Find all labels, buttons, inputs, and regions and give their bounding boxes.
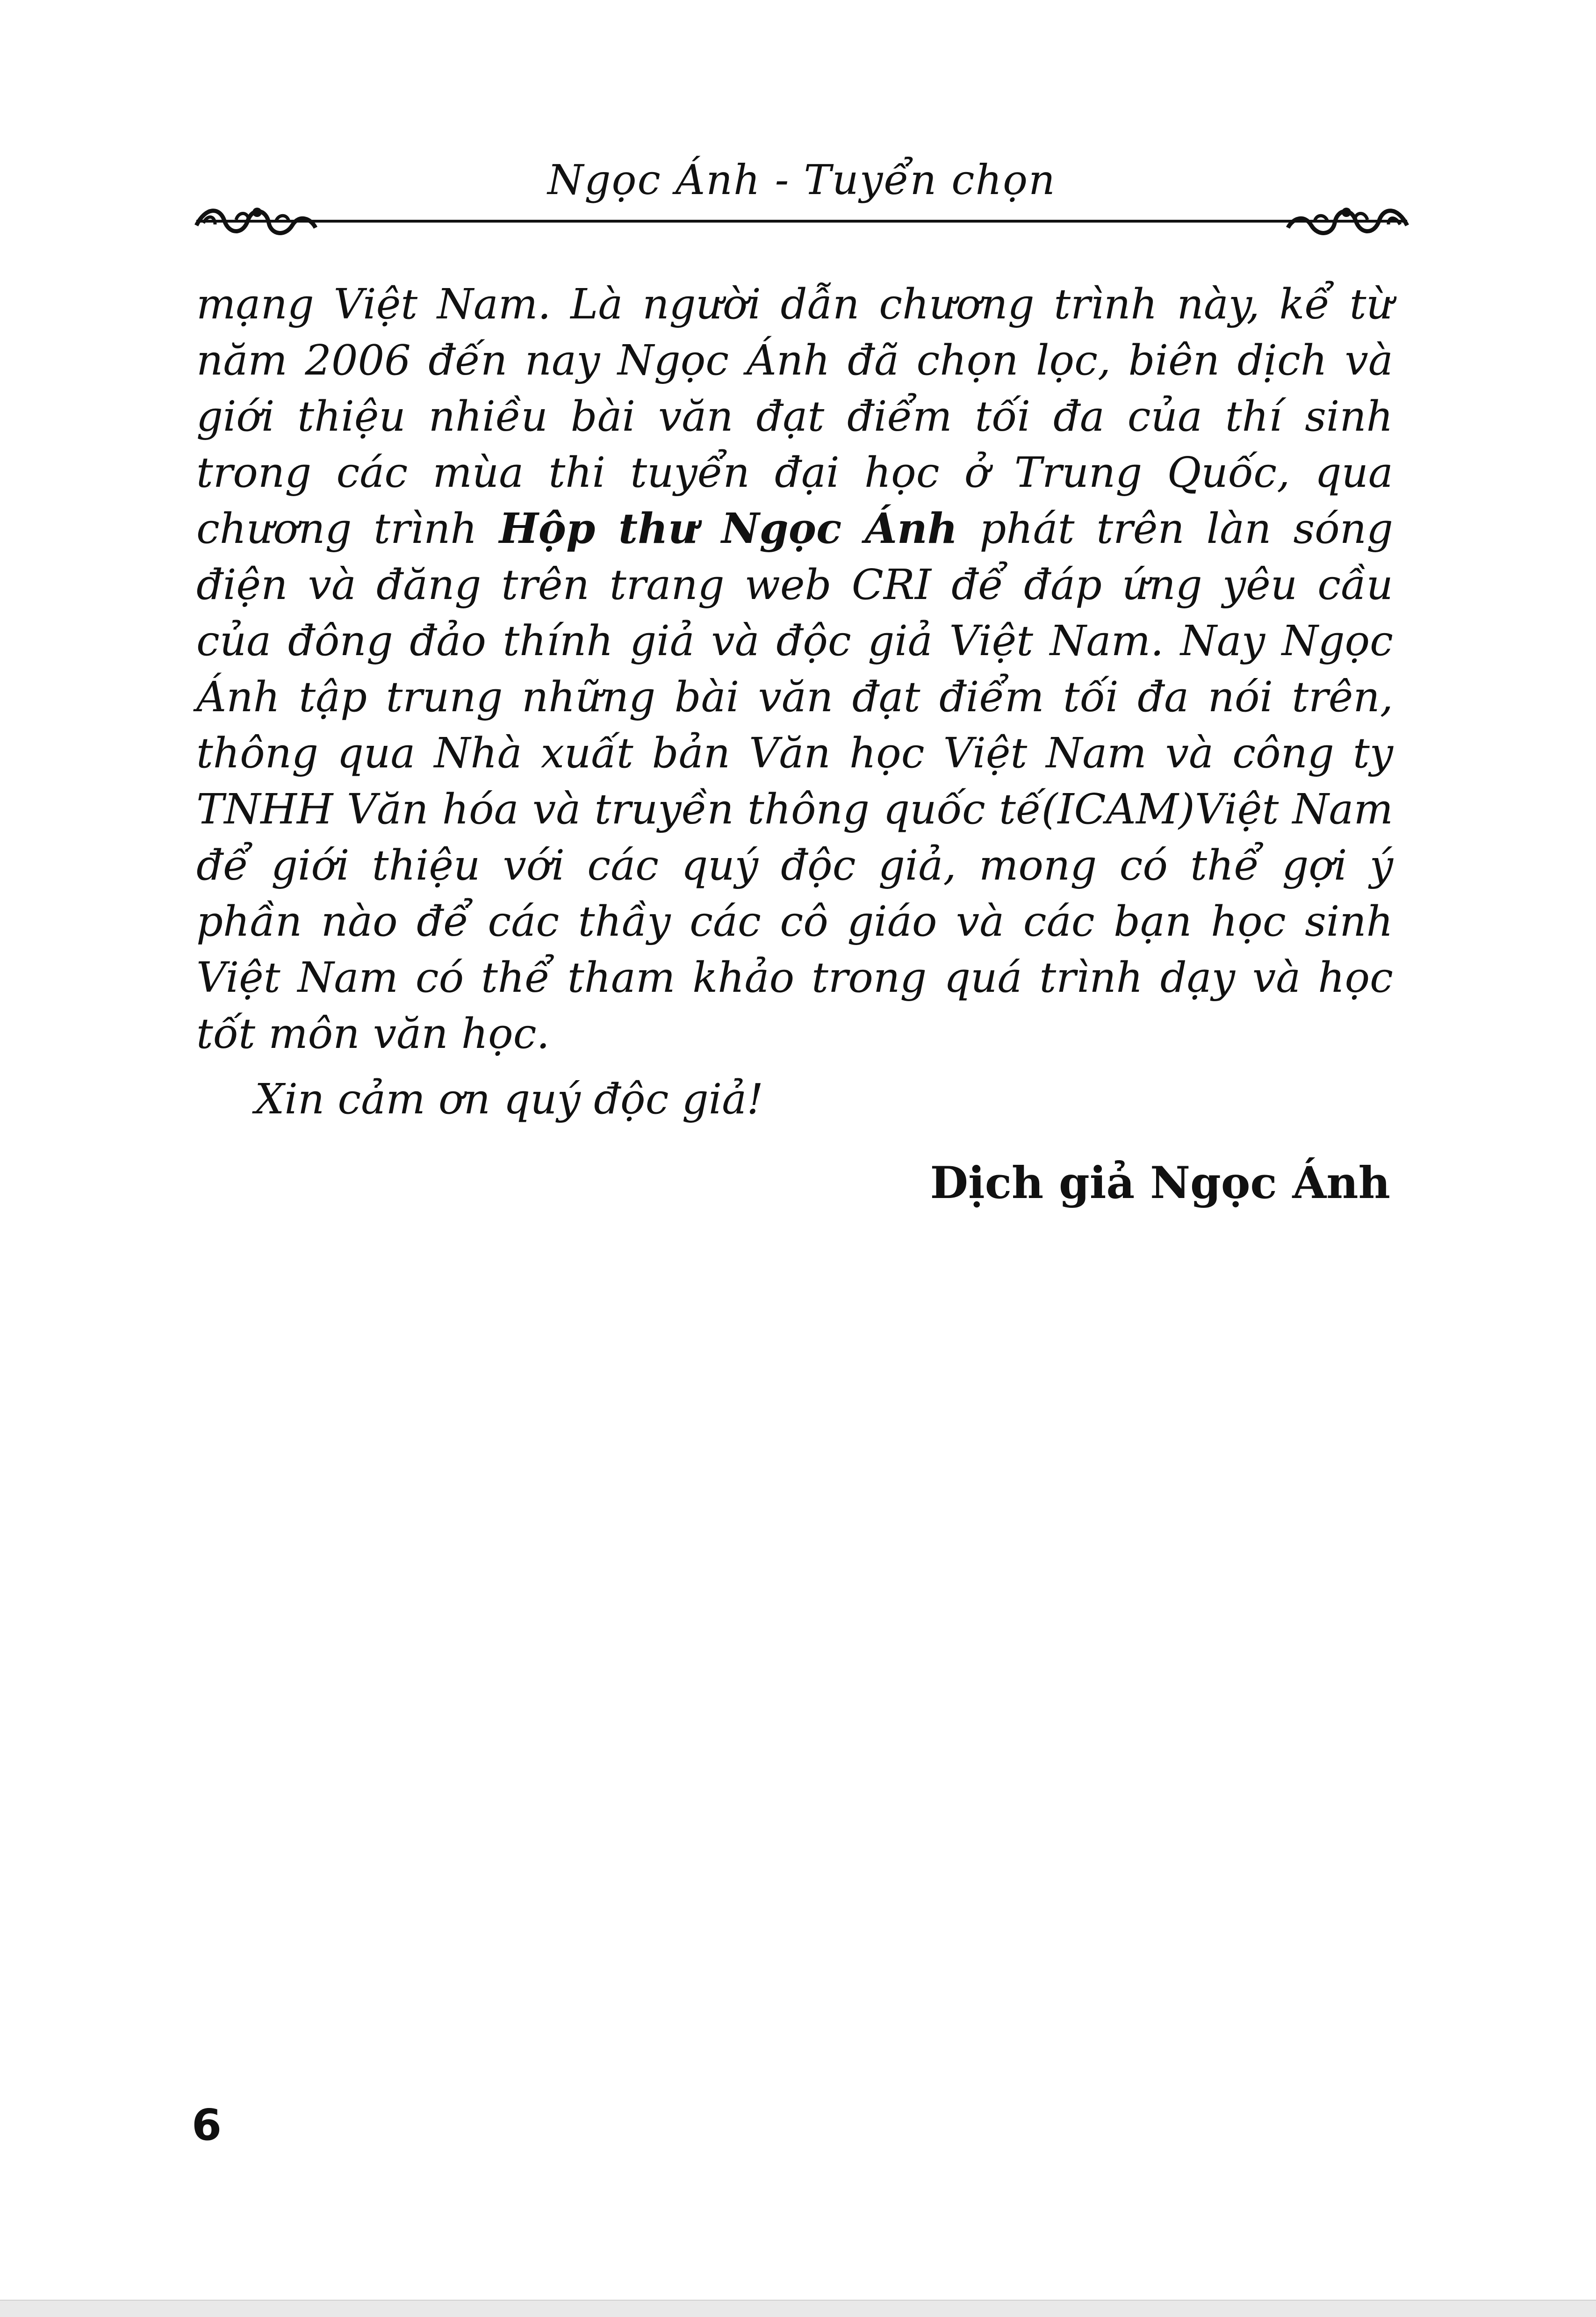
page-number: 6	[192, 2100, 222, 2150]
body-text-part1: mạng Việt Nam. Là người dẫn chương trình này, kể từ năm 2006 đến nay Ngọc Ánh đã chọn lọc, biên dịch và giới thiệu nhiều bài văn đạt điểm tối đa của thí sinh trong các mùa thi tuyển đại học ở Trung Quốc, qua chương trình	[196, 280, 1393, 553]
header-rule	[196, 220, 1407, 223]
program-name: Hộp thư Ngọc Ánh	[499, 504, 958, 553]
body-text-part2: phát trên làn sóng điện và đăng trên trang web CRI để đáp ứng yêu cầu của đông đảo thính giả và độc giả Việt Nam. Nay Ngọc Ánh tập trung những bài văn đạt điểm tối đa nói trên, thông qua Nhà xuất bản Văn học Việt Nam và công ty TNHH Văn hóa và truyền thông quốc tế(ICAM)Việt Nam để giới thiệu với các quý độc giả, mong có thể gợi ý phần nào để các thầy các cô giáo và các bạn học sinh Việt Nam có thể tham khảo trong quá trình dạy và học tốt môn văn học.	[196, 504, 1393, 1058]
running-header	[196, 154, 1407, 234]
translator-signature: Dịch giả Ngọc Ánh	[930, 1157, 1390, 1209]
closing-thanks: Xin cảm ơn quý độc giả!	[255, 1075, 764, 1123]
ornament-right-icon	[1286, 193, 1412, 244]
body-paragraph	[196, 276, 1393, 1061]
scan-bottom-edge	[0, 2300, 1596, 2317]
header-title: Ngọc Ánh - Tuyển chọn	[547, 156, 1056, 204]
